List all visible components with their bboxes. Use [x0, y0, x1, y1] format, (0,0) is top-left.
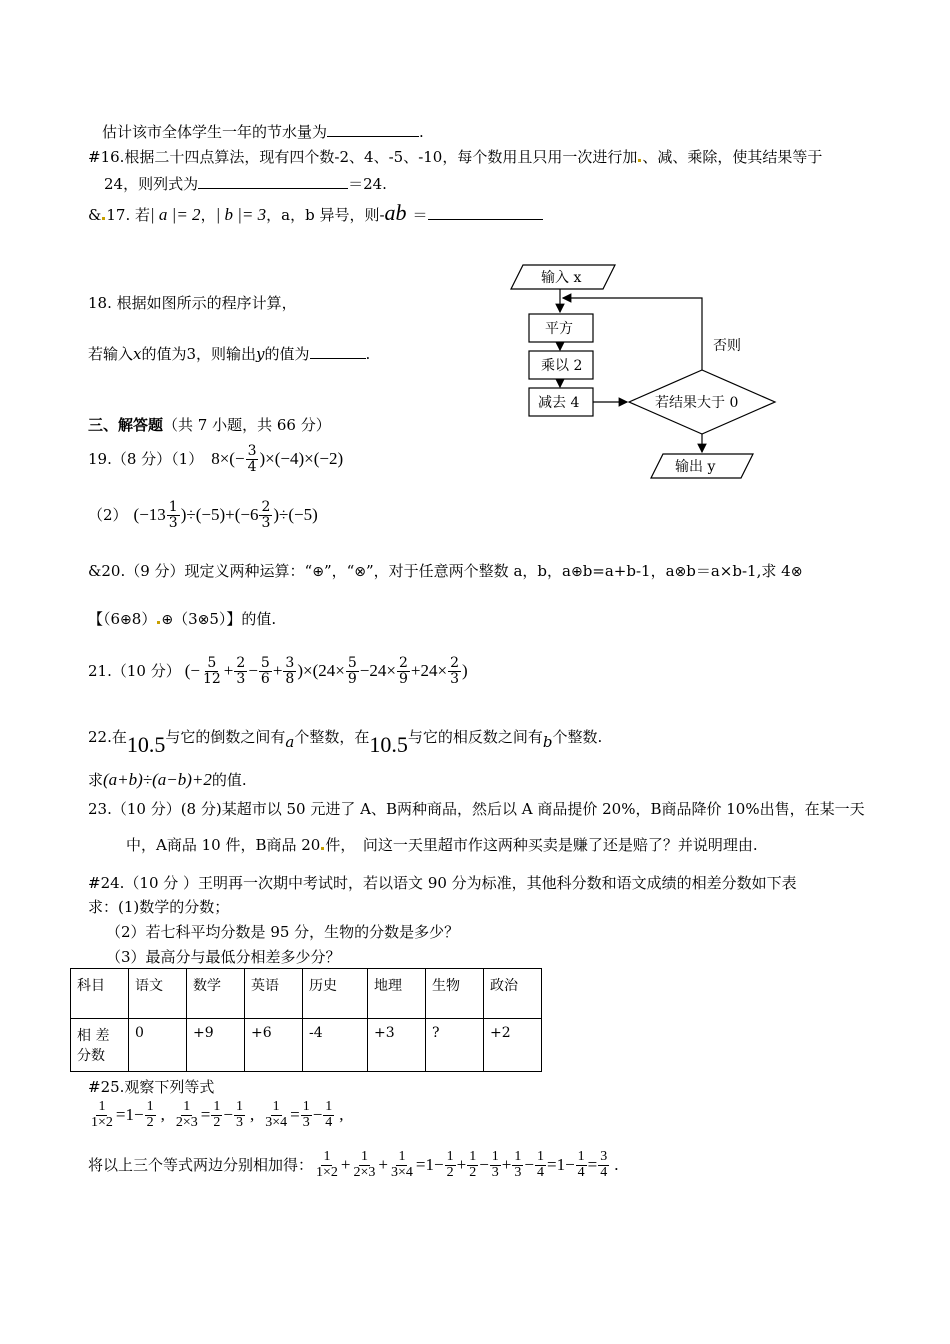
numerator: 2	[236, 655, 246, 671]
var-b: b	[542, 733, 553, 751]
table-header-cell: 地理	[368, 969, 426, 1019]
input-label: 输入 x	[541, 270, 582, 286]
numerator: 5	[260, 655, 270, 671]
q19-part1	[88, 444, 343, 474]
q22-text: 的值.	[211, 771, 247, 789]
q18-text-c: 的值为	[264, 345, 310, 363]
marker-dot	[157, 621, 160, 624]
fraction	[211, 1100, 222, 1130]
expr-part: )×(−4)×(−2)	[259, 448, 344, 468]
table-cell: 0	[129, 1019, 187, 1072]
q25-equations: $\frac{1}{1\times 2}$ =1− $\frac{1}{2}$ , $\frac{1}{2\times 3}$ = $\frac{1}{2}$ − $\frac{1}{3}$ , $\frac{1}{3\times 4}$ = $\frac{1}{3}$ − $\frac{1}{4}$ ,	[91, 1099, 344, 1130]
denominator: 4	[577, 1164, 585, 1180]
fraction	[576, 1150, 587, 1180]
expr-part: +	[223, 660, 234, 680]
circle-times-icon: ⊗	[197, 612, 210, 628]
q16-text-c: 24，则列式为	[104, 175, 199, 193]
table-header-cell: 英语	[245, 969, 303, 1019]
denominator: 6	[260, 670, 270, 687]
table-cell: ?	[426, 1019, 484, 1072]
denominator: 3	[236, 670, 246, 687]
q25-sum	[88, 1150, 619, 1180]
fraction	[467, 1150, 478, 1180]
q22-expression: (a+b)÷(a−b)+2	[103, 770, 212, 789]
q20-text: b=a+b-1，a	[582, 562, 675, 580]
q23-text: 中，A商品 10 件，B商品 20	[126, 836, 321, 854]
circle-plus-icon: ⊕	[161, 612, 174, 628]
denominator: 9	[398, 670, 408, 687]
numerator: 1	[514, 1149, 522, 1164]
fraction	[167, 500, 180, 530]
circle-times-icon: ⊗	[790, 564, 803, 580]
section-title: 三、解答题	[88, 416, 164, 434]
marker-dot	[638, 159, 641, 162]
table-header-cell: 政治	[484, 969, 542, 1019]
denominator: 4	[247, 458, 257, 475]
denominator: 3	[168, 514, 178, 531]
q22-text: 与它的倒数之间有	[165, 728, 286, 746]
expr-part: )	[461, 660, 468, 680]
denominator: 3	[514, 1164, 522, 1180]
numerator: 5	[347, 655, 357, 671]
abs-a: | a |= 2	[149, 205, 201, 224]
fraction	[174, 1100, 200, 1130]
q23-line2	[126, 836, 758, 854]
q25-sum-expression: $\frac{1}{1\times 2}$ + $\frac{1}{2\times 3}$ + $\frac{1}{3\times 4}$ =1− $\frac{1}{2}$ + $\frac{1}{2}$ − $\frac{1}{3}$ + $\frac{1}{3}$ − $\frac{1}{4}$ =1− $\frac{1}{4}$ = $\frac{3}{4}$ .	[316, 1149, 619, 1180]
q16-text-a: #16.根据二十四点算法，现有四个数-2、4、-5、-10，每个数用且只用一次进行加	[88, 148, 638, 166]
expr-part: +24×	[410, 660, 448, 680]
circle-times-icon: ⊗	[674, 564, 687, 580]
q18-text-a: 若输入	[88, 345, 134, 363]
table-cell: +6	[245, 1019, 303, 1072]
fraction	[259, 656, 272, 686]
table-cell: +9	[187, 1019, 245, 1072]
denominator: 3	[450, 670, 459, 687]
denominator: 1×2	[316, 1164, 338, 1180]
loop-arrow	[563, 298, 702, 370]
table-row	[71, 1019, 542, 1072]
square-label: 平方	[545, 321, 573, 337]
denominator: 3	[261, 514, 271, 531]
denominator: 9	[347, 670, 357, 687]
q15-end: .	[419, 123, 424, 141]
q16-text-b: 、减、乘除，使其结果等于	[642, 148, 823, 166]
q22-text: 求	[88, 771, 104, 789]
fraction	[535, 1150, 546, 1180]
fraction	[145, 1100, 156, 1130]
numerator: 3	[247, 443, 257, 459]
circle-plus-icon: ⊕	[312, 564, 324, 580]
fraction	[323, 1100, 334, 1130]
expr-part: (−	[184, 660, 200, 680]
numerator: 1	[183, 1099, 191, 1114]
table-cell: +3	[368, 1019, 426, 1072]
denominator: 3×4	[265, 1114, 288, 1130]
denominator: 2×3	[353, 1164, 376, 1180]
expr-part: )×(24×	[297, 660, 345, 680]
numerator: 1	[536, 1149, 544, 1164]
multiply-label: 乘以 2	[541, 358, 583, 374]
denominator: 8	[285, 670, 295, 687]
answer-blank	[428, 205, 543, 220]
table-cell: +2	[484, 1019, 542, 1072]
expr-part: −24×	[359, 660, 396, 680]
circle-plus-icon: ⊕	[120, 612, 132, 628]
var-a: a	[285, 733, 295, 751]
q20-text: 【（6	[88, 610, 121, 628]
fraction	[301, 1100, 312, 1130]
q17-eq: ＝	[412, 206, 428, 224]
numerator: 2	[261, 499, 271, 515]
q24-line2: 求：(1)数学的分数；	[88, 898, 230, 916]
fraction	[448, 656, 461, 686]
q20-text: ”，“	[323, 562, 355, 580]
fraction	[259, 500, 272, 530]
numerator: 1	[302, 1099, 310, 1114]
q20-text: 5）】的值.	[209, 610, 277, 628]
denominator: 4	[325, 1114, 333, 1130]
q16-line1	[88, 148, 822, 166]
numerator: 1	[446, 1149, 454, 1164]
q17-cond: ，a，b 异号，则-	[266, 206, 385, 224]
expr-ab: ab	[384, 200, 407, 225]
fraction	[201, 656, 223, 686]
denominator: 12	[202, 670, 221, 687]
var-y: y	[256, 345, 265, 363]
numerator: 1	[323, 1149, 331, 1164]
subtract-label: 减去 4	[538, 395, 580, 411]
condition-label: 若结果大于 0	[655, 395, 739, 411]
numerator: 1	[325, 1099, 333, 1114]
q18-line2	[88, 344, 370, 363]
fraction	[397, 656, 410, 686]
denominator: 2	[469, 1164, 477, 1180]
denominator: 3	[491, 1164, 499, 1180]
q16-text-d: ＝24.	[348, 175, 387, 193]
numerator: 1	[360, 1149, 368, 1164]
q17	[88, 200, 543, 226]
q19-label: 19.（8 分）（1）	[88, 450, 204, 469]
table-header-cell: 语文	[129, 969, 187, 1019]
q19-label2: （2）	[88, 506, 128, 525]
q22-text: 个整数.	[552, 728, 603, 746]
q18-text-b: 的值为3，则输出	[141, 345, 257, 363]
q22-text: 22.在	[88, 728, 127, 746]
marker-dot	[321, 847, 324, 850]
fraction	[314, 1150, 340, 1180]
program-flowchart	[505, 258, 805, 488]
numerator: 3	[600, 1149, 608, 1164]
q20-line2	[88, 610, 276, 629]
numerator: 2	[450, 655, 459, 671]
numerator: 1	[98, 1099, 106, 1114]
q16-line2	[104, 174, 387, 193]
fraction	[234, 656, 247, 686]
denominator: 4	[536, 1164, 544, 1180]
q24-line1: #24.（10 分 ）王明再一次期中考试时，若以语文 90 分为标准，其他科分数和语文成绩的相差分数如下表	[88, 874, 797, 892]
numerator: 1	[168, 499, 178, 515]
q22-text: 与它的相反数之间有	[407, 728, 543, 746]
section-header	[88, 416, 331, 434]
q22-line2	[88, 770, 247, 790]
q18-line1: 18. 根据如图所示的程序计算，	[88, 294, 297, 312]
q17-sep: ，	[200, 206, 216, 224]
number-10-5: 10.5	[126, 732, 166, 757]
fraction	[352, 1150, 378, 1180]
numerator: 1	[272, 1099, 280, 1114]
table-header-cell: 数学	[187, 969, 245, 1019]
expr-part: 8×(−	[211, 448, 245, 468]
expr-part: )÷(−5)+(−6	[180, 504, 259, 524]
fraction	[89, 1100, 115, 1130]
numerator: 1	[235, 1099, 243, 1114]
circle-plus-icon: ⊕	[570, 564, 583, 580]
q17-num: 17. 若	[106, 206, 150, 224]
q23-text: 件， 问这一天里超市作这两种买卖是赚了还是赔了？并说明理由.	[325, 836, 758, 854]
table-header-row	[71, 969, 542, 1019]
denominator: 3	[302, 1114, 310, 1130]
q19-part2	[88, 500, 318, 530]
q25-title: #25.观察下列等式	[88, 1078, 215, 1096]
numerator: 3	[285, 655, 295, 671]
q21-label: 21.（10 分）	[88, 662, 181, 681]
abs-b: | b |= 3	[215, 205, 267, 224]
denominator: 3×4	[391, 1164, 413, 1180]
section-note: （共 7 小题，共 66 分）	[163, 416, 331, 434]
q22-text: 个整数，在	[294, 728, 370, 746]
q24-line3: （2）若七科平均分数是 95 分，生物的分数是多少？	[106, 923, 460, 941]
q20-line1	[88, 562, 802, 581]
table-header-cell: 科目	[71, 969, 129, 1019]
table-cell: -4	[303, 1019, 368, 1072]
table-header-cell: 生物	[426, 969, 484, 1019]
q20-text: （3	[173, 610, 198, 628]
marker-dot	[102, 217, 105, 220]
fraction	[445, 1150, 456, 1180]
q23-line1: 23.（10 分）(8 分)某超市以 50 元进了 A、B两种商品，然后以 A 商品提价 20%，B商品降价 10%出售，在某一天	[88, 800, 865, 818]
denominator: 4	[600, 1164, 608, 1180]
q17-label: &	[88, 206, 102, 224]
fraction	[246, 444, 259, 474]
output-label: 输出 y	[675, 459, 716, 475]
q20-text: &20.（9 分）现定义两种运算：“	[88, 562, 313, 580]
fraction	[283, 656, 296, 686]
denominator: 1×2	[91, 1114, 113, 1130]
fraction	[512, 1150, 523, 1180]
fraction	[490, 1150, 501, 1180]
expr-part: (−13	[133, 504, 166, 524]
denominator: 2×3	[175, 1114, 198, 1130]
numerator: 1	[491, 1149, 499, 1164]
fraction	[234, 1100, 245, 1130]
answer-blank	[327, 122, 419, 137]
number-10-5: 10.5	[369, 732, 408, 757]
numerator: 1	[213, 1099, 221, 1114]
numerator: 1	[398, 1149, 406, 1164]
q20-text: b＝a×b-1,求 4	[686, 562, 791, 580]
numerator: 5	[207, 655, 217, 671]
table-header-cell: 历史	[303, 969, 368, 1019]
expr-part: )÷(−5)	[273, 504, 318, 524]
else-label: 否则	[713, 338, 741, 354]
q24-line4: （3）最高分与最低分相差多少分？	[106, 948, 341, 966]
numerator: 2	[398, 655, 408, 671]
q21	[88, 656, 468, 686]
q18-end: .	[365, 345, 371, 363]
denominator: 2	[446, 1164, 454, 1180]
circle-times-icon: ⊗	[354, 564, 367, 580]
var-x: x	[133, 345, 142, 363]
fraction	[263, 1100, 289, 1130]
fraction	[346, 656, 359, 686]
q22-line1	[88, 722, 603, 757]
q15-tail	[102, 122, 424, 141]
denominator: 2	[146, 1114, 154, 1130]
expr-part: −	[248, 660, 258, 680]
q15-text: 估计该市全体学生一年的节水量为	[102, 123, 328, 141]
score-difference-table	[70, 968, 542, 1072]
fraction	[598, 1150, 609, 1180]
table-row-label: 相 差 分数	[71, 1019, 129, 1072]
answer-blank	[310, 344, 366, 359]
numerator: 1	[577, 1149, 585, 1164]
denominator: 2	[213, 1114, 221, 1130]
numerator: 1	[469, 1149, 477, 1164]
numerator: 1	[146, 1099, 154, 1114]
answer-blank	[198, 174, 348, 189]
q20-text: ”，对于任意两个整数 a，b，a	[366, 562, 571, 580]
denominator: 3	[235, 1114, 243, 1130]
q25-sum-label: 将以上三个等式两边分别相加得：	[88, 1156, 314, 1175]
q20-text: 8）	[131, 610, 157, 628]
expr-part: +	[272, 660, 283, 680]
fraction	[389, 1150, 415, 1180]
